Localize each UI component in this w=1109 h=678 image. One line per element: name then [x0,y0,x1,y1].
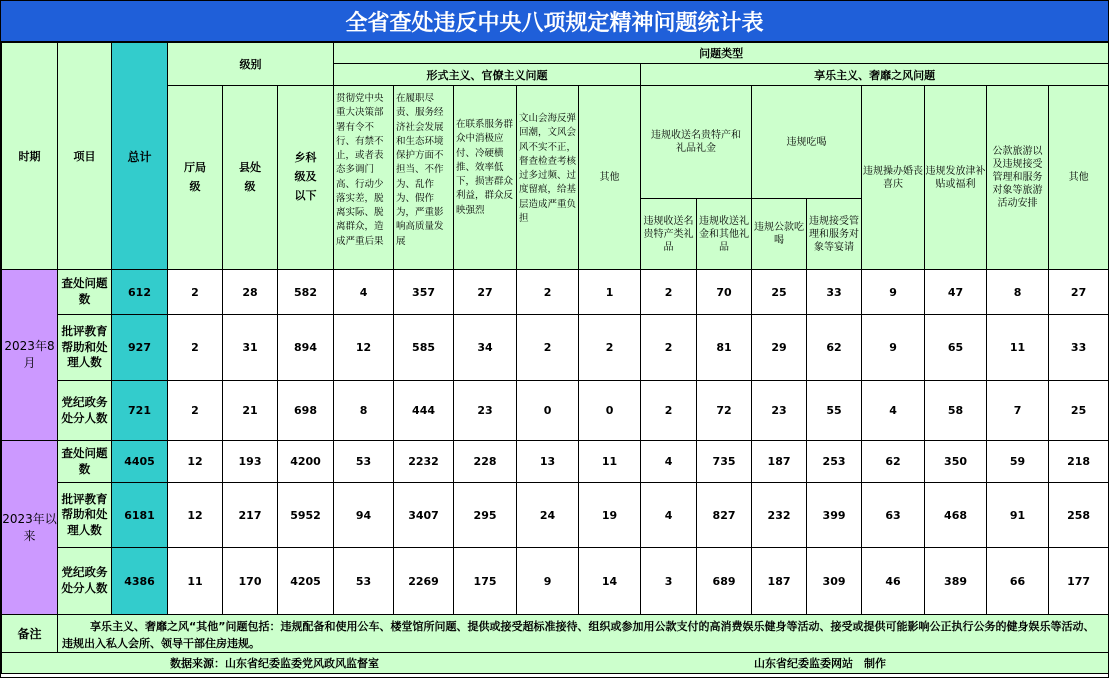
value-cell: 14 [579,548,641,615]
total-value-cell: 6181 [112,483,168,548]
value-cell: 2 [579,315,641,381]
value-cell: 23 [454,381,517,441]
value-cell: 468 [925,483,987,548]
header-eat-public: 违规公款吃喝 [752,199,807,270]
note-text: 享乐主义、奢靡之风“其他”问题包括：违规配备和使用公车、楼堂馆所问题、提供或接受超标准接待、组织或参加用公款支付的高消费娱乐健身等活动、接受或提供可能影响公正执行公务的健身娱乐等活动、违规出入私人会所、领导干部住房违规。 [58,615,1109,653]
value-cell: 4200 [278,441,334,483]
item-cell: 批评教育帮助和处理人数 [58,483,112,548]
value-cell: 72 [697,381,752,441]
value-cell: 258 [1049,483,1109,548]
value-cell: 187 [752,548,807,615]
value-cell: 24 [517,483,579,548]
value-cell: 9 [862,315,925,381]
value-cell: 350 [925,441,987,483]
item-cell: 批评教育帮助和处理人数 [58,315,112,381]
value-cell: 11 [579,441,641,483]
table-body [2,270,1109,615]
value-cell: 46 [862,548,925,615]
table-title: 全省查处违反中央八项规定精神问题统计表 [1,1,1108,42]
value-cell: 2 [168,270,223,315]
value-cell: 3 [641,548,697,615]
table-row [2,441,1109,483]
note-label: 备注 [2,615,58,653]
value-cell: 59 [987,441,1049,483]
value-cell: 11 [168,548,223,615]
value-cell: 4 [334,270,394,315]
value-cell: 2 [168,381,223,441]
value-cell: 55 [807,381,862,441]
header-travel: 公款旅游以及违规接受管理和服务对象等旅游活动安排 [987,86,1049,270]
value-cell: 65 [925,315,987,381]
header-level: 级别 [168,43,334,86]
value-cell: 0 [579,381,641,441]
table-row [2,315,1109,381]
value-cell: 70 [697,270,752,315]
header-formalism-group: 形式主义、官僚主义问题 [334,64,641,86]
header-level-xian: 县处级 [223,86,278,270]
value-cell: 91 [987,483,1049,548]
statistics-table [1,42,1109,674]
header-item: 项目 [58,43,112,270]
header-total: 总计 [112,43,168,270]
value-cell: 309 [807,548,862,615]
value-cell: 27 [454,270,517,315]
header-formal-2: 在履职尽责、服务经济社会发展和生态环境保护方面不担当、不作为、乱作为、假作为，严重影响高质量发展 [394,86,454,270]
value-cell: 7 [987,381,1049,441]
value-cell: 12 [168,441,223,483]
header-formal-other: 其他 [579,86,641,270]
header-formal-4: 文山会海反弹回潮，文风会风不实不正，督查检查考核过多过频、过度留痕，给基层造成严重负担 [517,86,579,270]
value-cell: 2 [641,315,697,381]
value-cell: 2 [517,270,579,315]
header-gift-cash: 违规收送礼金和其他礼品 [697,199,752,270]
value-cell: 5952 [278,483,334,548]
item-cell: 党纪政务处分人数 [58,548,112,615]
value-cell: 4 [862,381,925,441]
value-cell: 698 [278,381,334,441]
value-cell: 25 [1049,381,1109,441]
value-cell: 9 [862,270,925,315]
value-cell: 357 [394,270,454,315]
value-cell: 11 [987,315,1049,381]
value-cell: 827 [697,483,752,548]
value-cell: 33 [807,270,862,315]
value-cell: 232 [752,483,807,548]
value-cell: 12 [334,315,394,381]
value-cell: 4 [641,483,697,548]
header-level-ting: 厅局级 [168,86,223,270]
value-cell: 12 [168,483,223,548]
header-wedding: 违规操办婚丧喜庆 [862,86,925,270]
value-cell: 8 [987,270,1049,315]
header-problem-type: 问题类型 [334,43,1109,64]
value-cell: 66 [987,548,1049,615]
header-hedonism-group: 享乐主义、奢靡之风问题 [641,64,1109,86]
table-row [2,381,1109,441]
value-cell: 0 [517,381,579,441]
data-source: 数据来源：山东省纪委监委党风政风监督室 [170,657,379,671]
header-gift: 违规收送名贵特产和礼品礼金 [641,86,752,199]
value-cell: 19 [579,483,641,548]
header-period: 时期 [2,43,58,270]
maker-credit: 山东省纪委监委网站 制作 [754,657,886,671]
header-formal-3: 在联系服务群众中消极应付、冷硬横推、效率低下，损害群众利益，群众反映强烈 [454,86,517,270]
value-cell: 170 [223,548,278,615]
value-cell: 58 [925,381,987,441]
total-value-cell: 4405 [112,441,168,483]
value-cell: 389 [925,548,987,615]
value-cell: 21 [223,381,278,441]
value-cell: 4205 [278,548,334,615]
value-cell: 1 [579,270,641,315]
value-cell: 4 [641,441,697,483]
header-hedonism-other: 其他 [1049,86,1109,270]
value-cell: 29 [752,315,807,381]
header-gift-specialty: 违规收送名贵特产类礼品 [641,199,697,270]
value-cell: 295 [454,483,517,548]
value-cell: 689 [697,548,752,615]
value-cell: 585 [394,315,454,381]
value-cell: 33 [1049,315,1109,381]
value-cell: 175 [454,548,517,615]
value-cell: 187 [752,441,807,483]
table-row [2,483,1109,548]
value-cell: 2 [168,315,223,381]
value-cell: 27 [1049,270,1109,315]
item-cell: 查处问题数 [58,270,112,315]
header-eat: 违规吃喝 [752,86,862,199]
value-cell: 735 [697,441,752,483]
value-cell: 444 [394,381,454,441]
period-cell: 2023年8月 [2,270,58,441]
value-cell: 228 [454,441,517,483]
value-cell: 8 [334,381,394,441]
value-cell: 81 [697,315,752,381]
value-cell: 23 [752,381,807,441]
value-cell: 13 [517,441,579,483]
table-row [2,548,1109,615]
value-cell: 2 [517,315,579,381]
value-cell: 177 [1049,548,1109,615]
value-cell: 25 [752,270,807,315]
value-cell: 62 [862,441,925,483]
value-cell: 217 [223,483,278,548]
value-cell: 28 [223,270,278,315]
value-cell: 193 [223,441,278,483]
value-cell: 34 [454,315,517,381]
value-cell: 47 [925,270,987,315]
value-cell: 2 [641,381,697,441]
total-value-cell: 721 [112,381,168,441]
value-cell: 399 [807,483,862,548]
value-cell: 3407 [394,483,454,548]
value-cell: 894 [278,315,334,381]
value-cell: 94 [334,483,394,548]
value-cell: 2232 [394,441,454,483]
value-cell: 53 [334,441,394,483]
value-cell: 31 [223,315,278,381]
item-cell: 查处问题数 [58,441,112,483]
total-value-cell: 927 [112,315,168,381]
table-row [2,270,1109,315]
value-cell: 9 [517,548,579,615]
item-cell: 党纪政务处分人数 [58,381,112,441]
total-value-cell: 4386 [112,548,168,615]
value-cell: 582 [278,270,334,315]
value-cell: 218 [1049,441,1109,483]
value-cell: 2269 [394,548,454,615]
value-cell: 53 [334,548,394,615]
value-cell: 253 [807,441,862,483]
header-level-xiang: 乡科级及以下 [278,86,334,270]
total-value-cell: 612 [112,270,168,315]
period-cell: 2023年以来 [2,441,58,615]
value-cell: 63 [862,483,925,548]
header-subsidy: 违规发放津补贴或福利 [925,86,987,270]
footer-row [2,653,1109,674]
value-cell: 62 [807,315,862,381]
header-eat-banquet: 违规接受管理和服务对象等宴请 [807,199,862,270]
header-formal-1: 贯彻党中央重大决策部署有令不行、有禁不止，或者表态多调门高、行动少落实差，脱离实际、脱离群众，造成严重后果 [334,86,394,270]
value-cell: 2 [641,270,697,315]
